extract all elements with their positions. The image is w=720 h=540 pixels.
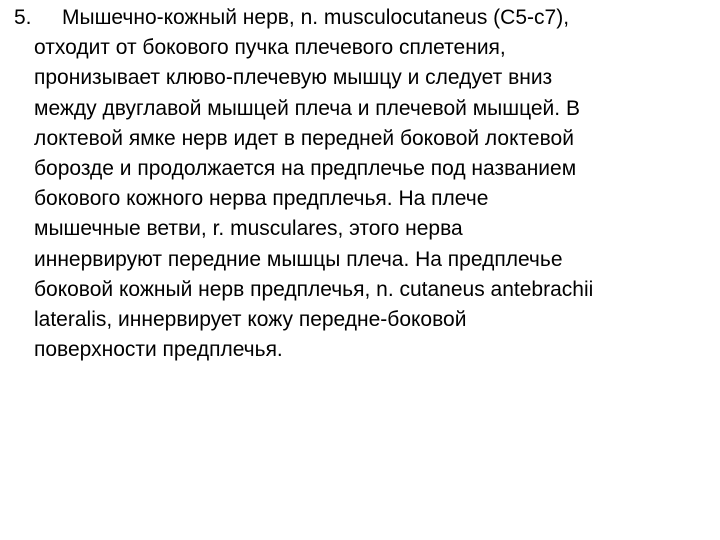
paragraph-line: lateralis, иннервирует кожу передне-боковой — [34, 308, 467, 332]
paragraph-line: мышечные ветви, r. musculares, этого нерва — [34, 217, 463, 241]
paragraph-line: иннервируют передние мышцы плеча. На предплечье — [34, 247, 563, 271]
paragraph-line: борозде и продолжается на предплечье под названием — [34, 157, 577, 181]
paragraph-line: отходит от бокового пучка плечевого сплетения, — [34, 36, 506, 60]
paragraph-line: локтевой ямке нерв идет в передней боковой локтевой — [34, 126, 574, 150]
paragraph-line: Мышечно-кожный нерв, n. musculocutaneus (C5-c7), — [62, 6, 570, 29]
paragraph-line: пронизывает клюво-плечевую мышцу и следует вниз — [34, 66, 553, 90]
paragraph-line: между двуглавой мышцей плеча и плечевой мышцей. В — [34, 96, 580, 120]
paragraph-number: 5. — [14, 6, 32, 29]
paragraph-text — [34, 3, 720, 365]
paragraph-line: боковой кожный нерв предплечья, n. cutaneus antebrachii — [34, 277, 594, 301]
paragraph-line: поверхности предплечья. — [34, 338, 283, 362]
paragraph-line: бокового кожного нерва предплечья. На плече — [34, 187, 489, 211]
